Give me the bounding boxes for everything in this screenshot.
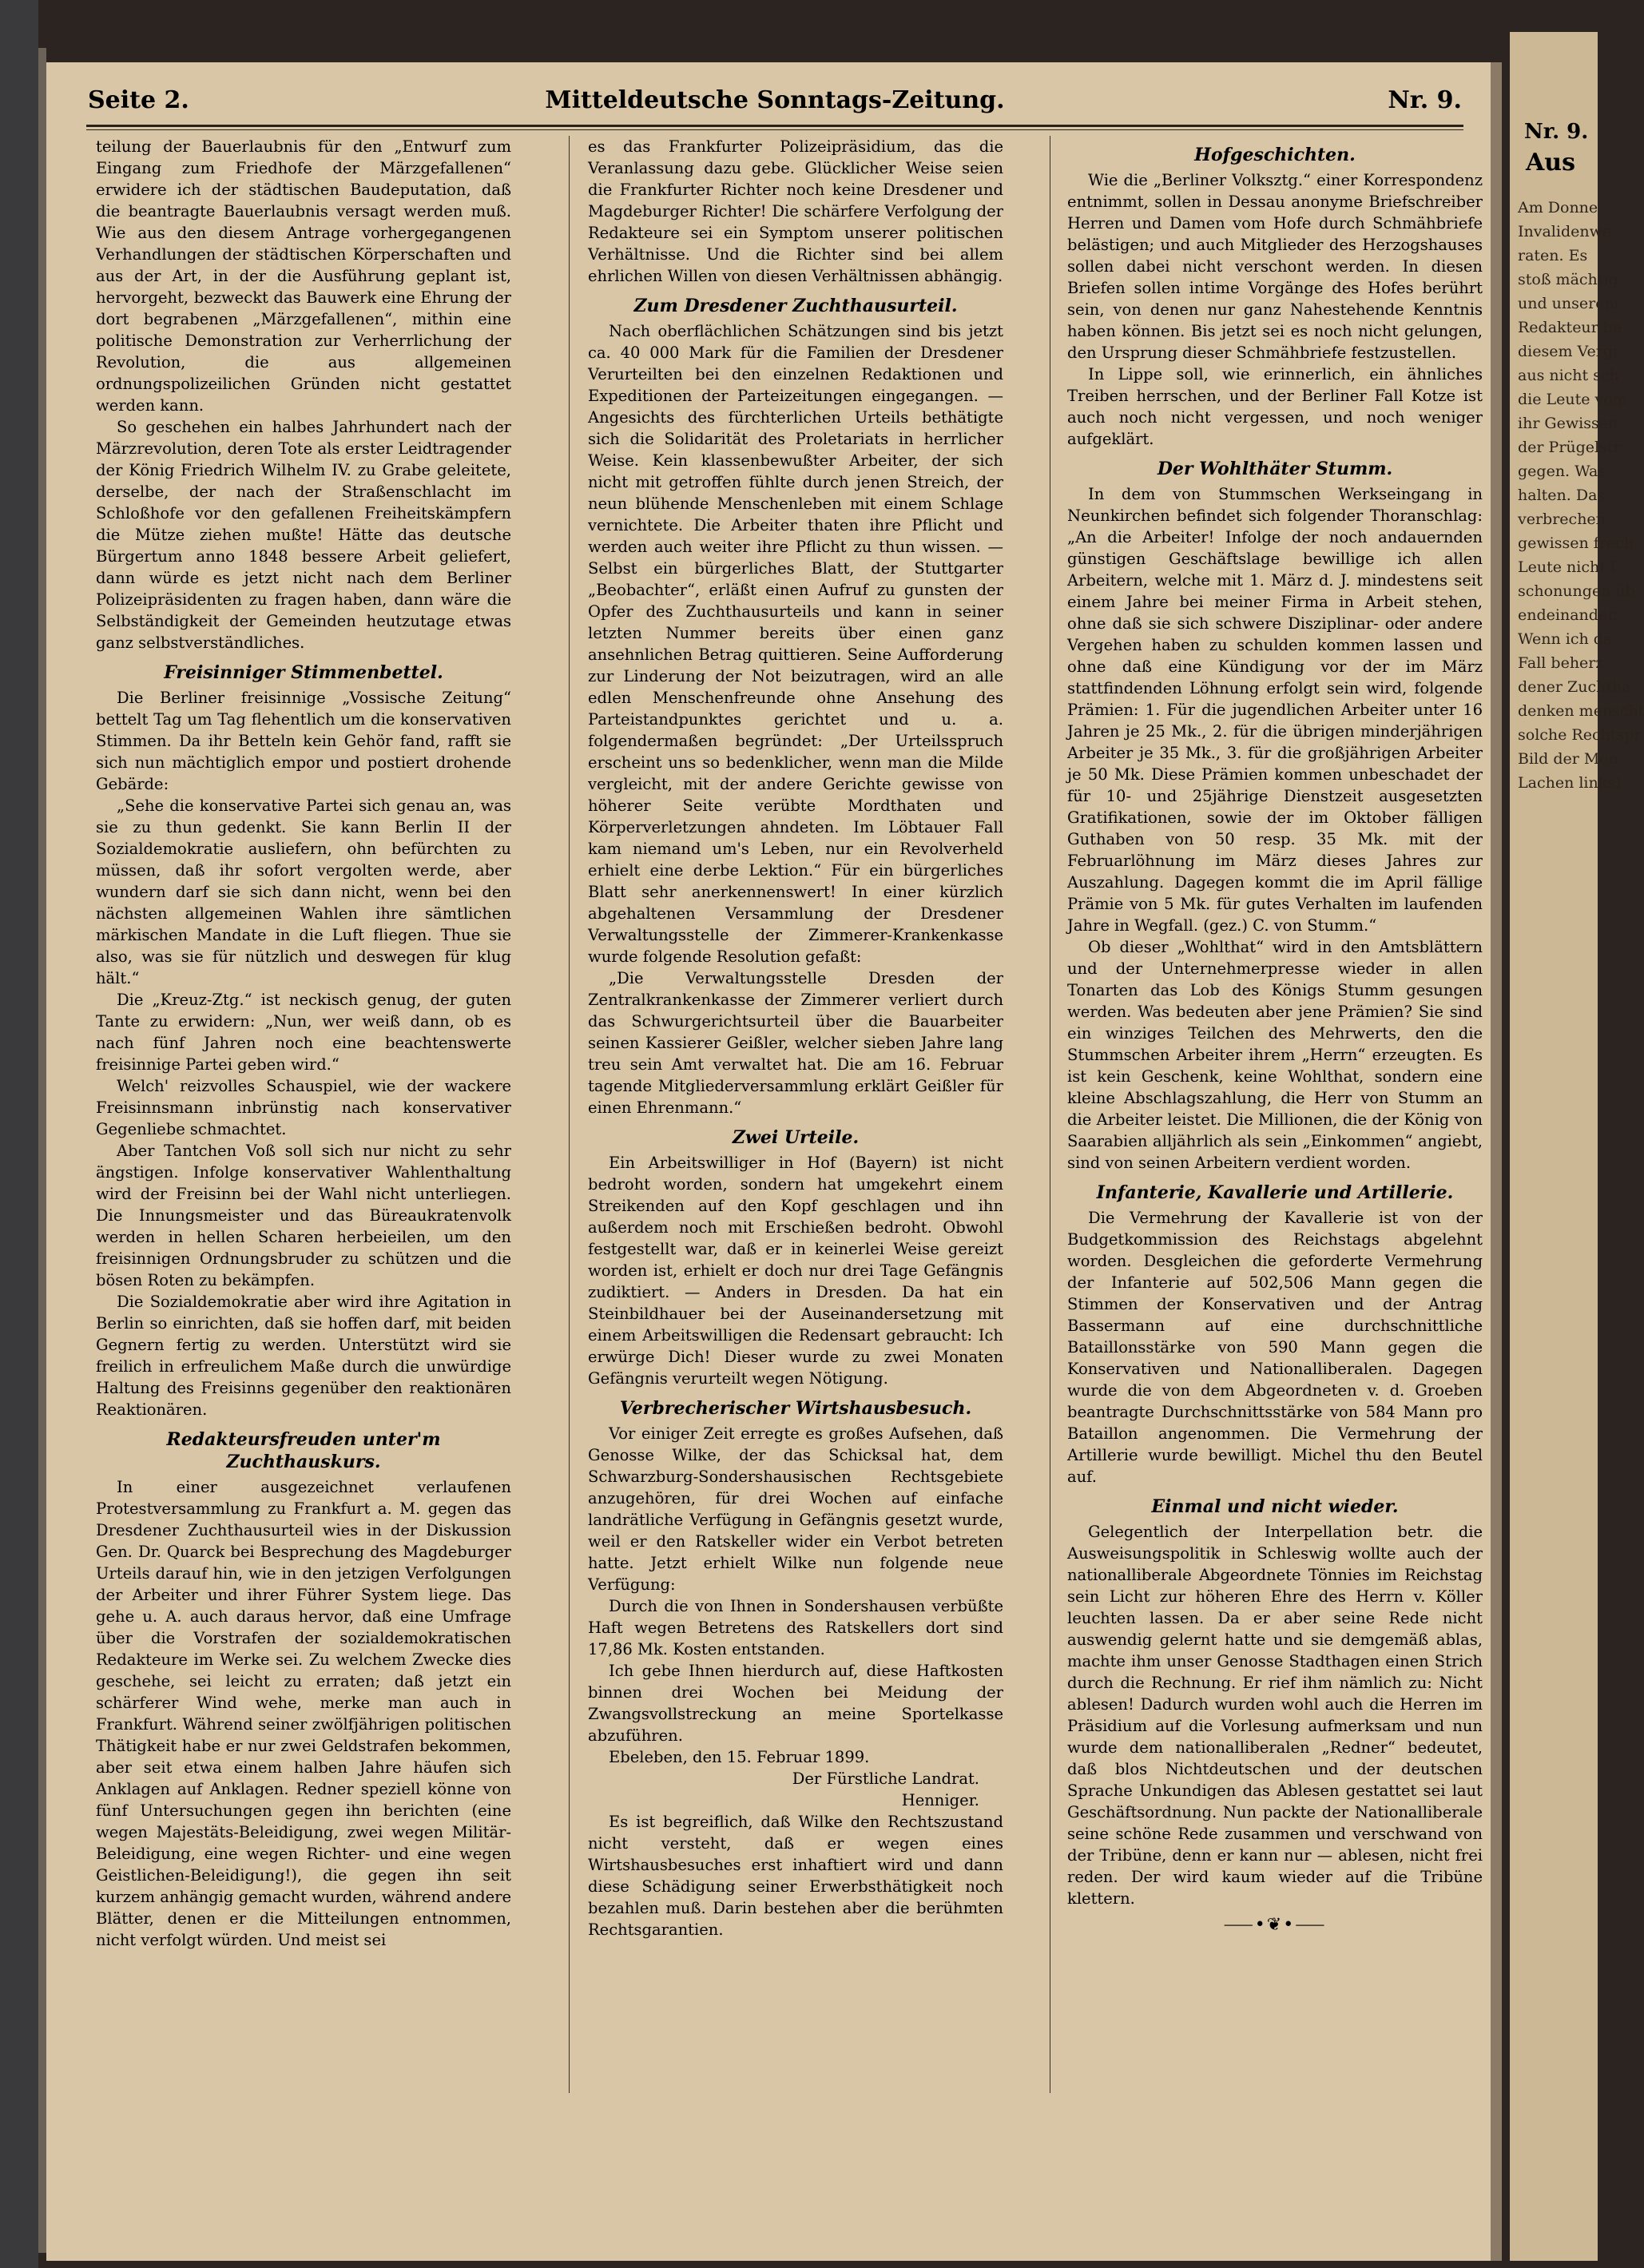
adjacent-page-line: schonungen üb [1518, 582, 1635, 600]
signature-title: Der Fürstliche Landrat. [792, 1770, 979, 1788]
adjacent-page-line: Lachen links) [1518, 774, 1622, 792]
paragraph: Die Vermehrung der Kavallerie ist von der Budgetkommission des Reichstags abgelehnt worden. Desgleichen die geforderte Vermehrung der Infanterie auf 502,506 Mann gegen die Stimmen der Konservativen und der Antrag Bassermann auf eine durchschnittliche Bataillonsstärke von 590 Mann gegen die Konservativen und Nationalliberalen. Dagegen wurde die von dem Abgeordneten v. d. Groeben beantragte Durchschnittsstärke von 584 Mann pro Bataillon angenommen. Die Vermehrung der Artillerie wurde bewilligt. Michel thu den Beutel auf. [1067, 1209, 1483, 1486]
adjacent-page-line: raten. Es [1518, 247, 1588, 264]
paragraph: Die „Kreuz-Ztg.“ ist neckisch genug, der guten Tante zu erwidern: „Nun, wer weiß dann, ob es nach fünf Jahren noch eine beachtenswerte freisinnige Partei geben wird.“ [96, 991, 511, 1074]
adjacent-page-line: dener Zuchtha [1518, 678, 1631, 696]
newspaper-title: Mitteldeutsche Sonntags-Zeitung. [545, 86, 1005, 114]
article-heading: Hofgeschichten. [1194, 145, 1356, 165]
adjacent-page-line: und unserem [1518, 295, 1619, 312]
paragraph: Vor einiger Zeit erregte es großes Aufsehen, daß Genosse Wilke, der das Schicksal hat, dem Schwarzburg-Sondershausischen Rechtsgebiete anzugehören, für drei Wochen auf einfache landrätliche Verfügung in Gefängnis gesetzt wurde, weil er den Ratskeller wider ein Verbot betreten hatte. Jetzt erhielt Wilke nun folgende neue Verfügung: [588, 1424, 1003, 1594]
header-rule [86, 125, 1463, 127]
adjacent-page-line: gegen. Was [1518, 463, 1606, 480]
adjacent-page-line: Wenn ich da [1518, 630, 1613, 648]
article-heading: Zwei Urteile. [732, 1127, 860, 1148]
adjacent-page-line: endeinander. [1518, 606, 1618, 624]
adjacent-page-line: Redakteur be [1518, 319, 1622, 336]
adjacent-page-line: Bild der Men [1518, 750, 1618, 768]
paragraph: Es ist begreiflich, daß Wilke den Rechtszustand nicht versteht, daß er wegen eines Wirtshausbesuches erst inhaftiert wird und dann diese Schädigung seiner Erwerbsthätigkeit noch bezahlen muß. Darin bestehen aber die berühmten Rechtsgarantien. [588, 1813, 1003, 1939]
paragraph: Aber Tantchen Voß soll sich nur nicht zu sehr ängstigen. Infolge konservativer Wahlenthaltung wird der Freisinn bei der Wahl nicht unterliegen. Die Innungsmeister und das Büreaukratenvolk werden in hellen Scharen herbeieilen, um den freisinnigen Ordnungsbruder zu schützen und die bösen Roten zu bekämpfen. [96, 1142, 511, 1289]
column-divider [569, 136, 570, 2093]
article-heading: Freisinniger Stimmenbettel. [164, 662, 443, 683]
adjacent-page-line: ihr Gewissen [1518, 415, 1618, 432]
quote-paragraph: Ich gebe Ihnen hierdurch auf, diese Haftkosten binnen drei Wochen bei Meidung der Zwangsvollstreckung an meine Sportelkasse abzuführen. [588, 1662, 1003, 1745]
paragraph: teilung der Bauerlaubnis für den „Entwurf zum Eingang zum Friedhofe der Märzgefallenen“ erwidere ich der städtischen Baudeputation, daß die beantragte Bauerlaubnis versagt werden muß. Wie aus den diesem Antrage vorhergegangenen Verhandlungen der städtischen Körperschaften und aus der Art, in der die Ausführung geplant ist, hervorgeht, bezweckt das Bauwerk eine Ehrung der dort begrabenen „Märzgefallenen“, mithin eine politische Demonstration zur Verherrlichung der Revolution, die aus allgemeinen ordnungspolizeilichen Gründen nicht gestattet werden kann. [96, 137, 511, 415]
end-ornament: ⸺•❦•⸺ [1223, 1915, 1327, 1935]
adjacent-page-line: stoß mächtig [1518, 271, 1618, 288]
adjacent-page-line: gewissen frech [1518, 534, 1634, 552]
adjacent-page-line: halten. Das [1518, 487, 1606, 504]
article-heading: Infanterie, Kavallerie und Artillerie. [1096, 1182, 1454, 1203]
adjacent-page [1510, 32, 1644, 2261]
date-line: Ebeleben, den 15. Februar 1899. [609, 1748, 870, 1766]
quote-paragraph: „Die Verwaltungsstelle Dresden der Zentralkrankenkasse der Zimmerer verliert durch das Schwurgerichtsurteil über die Bauarbeiter seinen Kassierer Geißler, welcher sieben Jahre lang treu sein Amt verwaltet hat. Die am 16. Februar tagende Mitgliederversammlung erklärt Geißler für einen Ehrenmann.“ [588, 969, 1003, 1117]
adjacent-page-line: Invalidenwe [1518, 223, 1612, 240]
book-binding [0, 0, 38, 2268]
article-heading: Zum Dresdener Zuchthausurteil. [633, 296, 958, 316]
paragraph: In Lippe soll, wie erinnerlich, ein ähnliches Treiben herrschen, und der Berliner Fall Kotze ist auch noch nicht vergessen, und noch weniger aufgeklärt. [1067, 365, 1483, 448]
paragraph: Ein Arbeitswilliger in Hof (Bayern) ist nicht bedroht worden, sondern hat umgekehrt einem Streikenden auf den Kopf geschlagen und ihn außerdem noch mit Erschießen bedroht. Obwohl festgestellt war, daß er in keinerlei Weise gereizt worden ist, erhielt er doch nur drei Tage Gefängnis zudiktiert. — Anders in Dresden. Da hat ein Steinbildhauer bei der Auseinandersetzung mit einem Arbeitswilligen die Redensart gebraucht: Ich erwürge Dich! Dieser wurde zu zwei Monaten Gefängnis verurteilt wegen Nötigung. [588, 1154, 1003, 1388]
paragraph: es das Frankfurter Polizeipräsidium, das die Veranlassung dazu gebe. Glücklicher Weise seien die Frankfurter Richter noch keine Dresdener und Magdeburger Richter! Die schärfere Verfolgung der Redakteure sei ein Symptom unserer politischen Verhältnisse. Und die Richter sind bei allem ehrlichen Willen von diesen Verhältnissen abhängig. [588, 137, 1003, 285]
header-rule-thin [86, 129, 1463, 130]
paragraph: Wie die „Berliner Volksztg.“ einer Korrespondenz entnimmt, sollen in Dessau anonyme Briefschreiber Herren und Damen vom Hofe durch Schmähbriefe belästigen; und auch Mitglieder des Herzogshauses sollen dabei nicht verschont werden. In diesen Briefen sollen intime Vorgänge des Hofes berührt sein, von denen nur ganz Nahestehende Kenntnis haben können. Bis jetzt sei es noch nicht gelungen, den Ursprung dieser Schmähbriefe festzustellen. [1067, 171, 1483, 362]
column-2 [588, 136, 1003, 2109]
adjacent-page-line: Am Donne [1518, 199, 1598, 216]
adjacent-page-line: die Leute vom [1518, 391, 1627, 408]
signature-name: Henniger. [901, 1791, 979, 1809]
paragraph: Die Sozialdemokratie aber wird ihre Agitation in Berlin so einrichten, daß sie hoffen darf, mit beiden Gegnern fertig zu werden. Unterstützt wird sie freilich in erfreulichem Maße durch die unwürdige Haltung des Freisinns gegenüber den reaktionären Reaktionären. [96, 1293, 511, 1419]
binding-edge [38, 48, 46, 2253]
adjacent-page-line: diesem Vergi [1518, 343, 1618, 360]
quote-paragraph: Durch die von Ihnen in Sondershausen verbüßte Haft wegen Betretens des Ratskellers dort sind 17,86 Mk. Kosten entstanden. [588, 1597, 1003, 1658]
article-heading: Redakteursfreuden unter'm Zuchthauskurs. [166, 1429, 441, 1472]
adjacent-page-line: solche Rechtspr [1518, 726, 1642, 744]
paragraph: So geschehen ein halbes Jahrhundert nach der Märzrevolution, deren Tote als erster Leidtragender der König Friedrich Wilhelm IV. zu Grabe geleitete, derselbe, der nach der Straßenschlacht im Schloßhofe vor den gefallenen Freiheitskämpfern die Mütze ziehen mußte! Hätte das deutsche Bürgertum anno 1848 bessere Arbeit geliefert, dann würde es jetzt nicht nach dem Berliner Polizeipräsidenten zu fragen haben, dann wäre die Selbständigkeit der Gemeinden heutzutage etwas ganz selbstverständliches. [96, 418, 511, 652]
adjacent-page-title: Aus [1526, 149, 1575, 177]
quote-paragraph: „Sehe die konservative Partei sich genau an, was sie zu thun gedenkt. Sie kann Berlin II der Sozialdemokratie ausliefern, ohn befürchten zu müssen, daß ihr sofort vergolten werde, aber wundern darf sie sich dann nicht, wenn bei den nächsten allgemeinen Wahlen ihre sämtlichen märkischen Mandate in die Luft fliegen. Thue sie also, was sie für nützlich und deswegen für klug hält.“ [96, 796, 511, 987]
article-heading: Einmal und nicht wieder. [1151, 1496, 1399, 1517]
paragraph: In dem von Stummschen Werkseingang in Neunkirchen befindet sich folgender Thoranschlag: „An die Arbeiter! Infolge der noch andauernden günstigen Geschäftslage bewillige ich allen Arbeitern, welche mit 1. März d. J. mindestens seit einem Jahre bei meiner Firma in Arbeit stehen, ohne daß sie sich schwere Disziplinar- oder andere Vergehen haben zu schulden kommen lassen und ohne daß eine Kündigung vor der im März stattfindenden Löhnung erfolgt sein wird, folgende Prämien: 1. Für die jugendlichen Arbeiter unter 16 Jahren je 25 Mk., 2. für die übrigen minderjährigen Arbeiter je 35 Mk., 3. für die großjährigen Arbeiter je 50 Mk. Diese Prämien kommen unbeschadet der für 10- und 25jährige Dienstzeit ausgesetzten Gratifikationen, sowie der im Oktober fälligen Guthaben von 50 resp. 35 Mk. mit der Februarlöhnung im März dieses Jahres zur Auszahlung. Dagegen kommt die im April fällige Prämie von 5 Mk. für gutes Verhalten im laufenden Jahre in Wegfall. (gez.) C. von Stumm.“ [1067, 485, 1483, 935]
paragraph: Welch' reizvolles Schauspiel, wie der wackere Freisinnsmann inbrünstig nach konservativer Gegenliebe schmachtet. [96, 1077, 511, 1138]
adjacent-page-line: der Prügelstr [1518, 439, 1621, 456]
adjacent-page-line: Fall beherz [1518, 654, 1604, 672]
page-shadow [1491, 62, 1502, 2261]
column-1 [96, 136, 511, 2109]
adjacent-page-text [1510, 196, 1644, 795]
adjacent-page-line: Leute nicht f [1518, 558, 1616, 576]
column-3 [1067, 136, 1483, 2109]
article-heading: Der Wohlthäter Stumm. [1157, 459, 1393, 479]
issue-number: Nr. 9. [1388, 86, 1462, 114]
adjacent-page-line: verbrechen [1518, 510, 1606, 528]
adjacent-page-number: Nr. 9. [1524, 120, 1589, 144]
adjacent-page-line: denken menscht [1518, 702, 1644, 720]
paragraph: Nach oberflächlichen Schätzungen sind bis jetzt ca. 40 000 Mark für die Familien der Dresdener Verurteilten bei den einzelnen Redaktionen und Expeditionen der Parteizeitungen eingegangen. — Angesichts des fürchterlichen Urteils bethätigte sich die Solidarität des Proletariats in herrlicher Weise. Kein klassenbewußter Arbeiter, der sich nicht mit getroffen fühlte durch jenen Streich, der neun blühende Menschenleben mit einem Schlage vernichtete. Die Arbeiter thaten ihre Pflicht und werden auch weiter ihre Pflicht zu thun wissen. — Selbst ein bürgerliches Blatt, der Stuttgarter „Beobachter“, erläßt einen Aufruf zu gunsten der Opfer des Zuchthausurteils und kann in seiner letzten Nummer bereits über einen ganz ansehnlichen Betrag quittieren. Seine Aufforderung zur Linderung der Not beizutragen, wird an alle edlen Menschenfreunde ohne Ansehung des Parteistandpunktes gerichtet und u. a. folgendermaßen begründet: „Der Urteilsspruch erscheint uns so bedenklicher, wenn man die Milde vergleicht, mit der andere Gerichte gewisse von höherer Seite verübte Mordthaten und Körperverletzungen ahndeten. Im Löbtauer Fall kam niemand um's Leben, nur ein Revolverheld erhielt eine derbe Lektion.“ Für ein bürgerliches Blatt sehr anerkennenswert! In einer kürzlich abgehaltenen Versammlung der Dresdener Verwaltungsstelle der Zimmerer-Krankenkasse wurde folgende Resolution gefaßt: [588, 322, 1003, 966]
article-heading: Verbrecherischer Wirtshausbesuch. [619, 1398, 972, 1419]
paragraph: Gelegentlich der Interpellation betr. die Ausweisungspolitik in Schleswig wollte auch der nationalliberale Abgeordnete Tönnies im Reichstag sein Licht zur höheren Ehre des Herrn v. Köller leuchten lassen. Da er aber seine Rede nicht auswendig gelernt hatte und sie demgemäß ablas, machte ihm unser Genosse Stadthagen einen Strich durch die Rechnung. Er rief ihm nämlich zu: Nicht ablesen! Dadurch wurden wohl auch die Herren im Präsidium auf die Vorlesung aufmerksam und nun wurde dem nationalliberalen „Redner“ bedeutet, daß blos Nichtdeutschen und der deutschen Sprache Unkundigen das Ablesen gestattet sei laut Geschäftsordnung. Nun packte der Nationalliberale seine schöne Rede zusammen und verschwand von der Tribüne, denn er kann nur — ablesen, nicht frei reden. Der wird kaum wieder auf die Tribüne klettern. [1067, 1523, 1483, 1908]
paragraph: Ob dieser „Wohlthat“ wird in den Amtsblättern und der Unternehmerpresse wieder in allen Tonarten das Lob des Königs Stumm gesungen werden. Was bedeuten aber jene Prämien? Sie sind ein winziges Teilchen des Mehrwerts, den die Stummschen Arbeiter ihrem „Herrn“ erzeugten. Es ist kein Geschenk, keine Wohlthat, sondern eine kleine Abschlagszahlung, die Herr von Stumm an die Arbeiter leistet. Die Millionen, die der König von Saarabien alljährlich als sein „Einkommen“ angiebt, sind von seinen Arbeitern verdient worden. [1067, 938, 1483, 1172]
page-number: Seite 2. [88, 86, 189, 114]
paragraph: Die Berliner freisinnige „Vossische Zeitung“ bettelt Tag um Tag flehentlich um die konservativen Stimmen. Da ihr Betteln kein Gehör fand, rafft sie sich nun mächtiglich empor und postiert drohende Gebärde: [96, 689, 511, 793]
adjacent-page-line: aus nicht sch [1518, 367, 1619, 384]
page-header [88, 86, 1462, 123]
paragraph: In einer ausgezeichnet verlaufenen Protestversammlung zu Frankfurt a. M. gegen das Dresdener Zuchthausurteil wies in der Diskussion Gen. Dr. Quarck bei Besprechung des Magdeburger Urteils darauf hin, wie in den jetzigen Verfolgungen der Arbeiter und ihrer Führer System liege. Das gehe u. A. auch daraus hervor, daß eine Umfrage über die Vorstrafen der sozialdemokratischen Redakteure im Werke sei. Zu welchem Zwecke dies geschehe, sei leicht zu erraten; daß jetzt ein schärferer Wind wehe, merke man auch in Frankfurt. Während seiner zwölfjährigen politischen Thätigkeit habe er nur zwei Geldstrafen bekommen, aber seit etwa einem halben Jahre häufen sich Anklagen auf Anklagen. Redner speziell könne von fünf Untersuchungen gegen ihn berichten (eine wegen Majestäts-Beleidigung, zwei wegen Militär-Beleidigung, eine wegen Richter- und eine wegen Geistlichen-Beleidigung!), die gegen ihn seit kurzem anhängig gemacht wurden, während andere Blätter, denen er die Mitteilungen entnommen, nicht verfolgt würden. Und meist sei [96, 1478, 511, 1949]
